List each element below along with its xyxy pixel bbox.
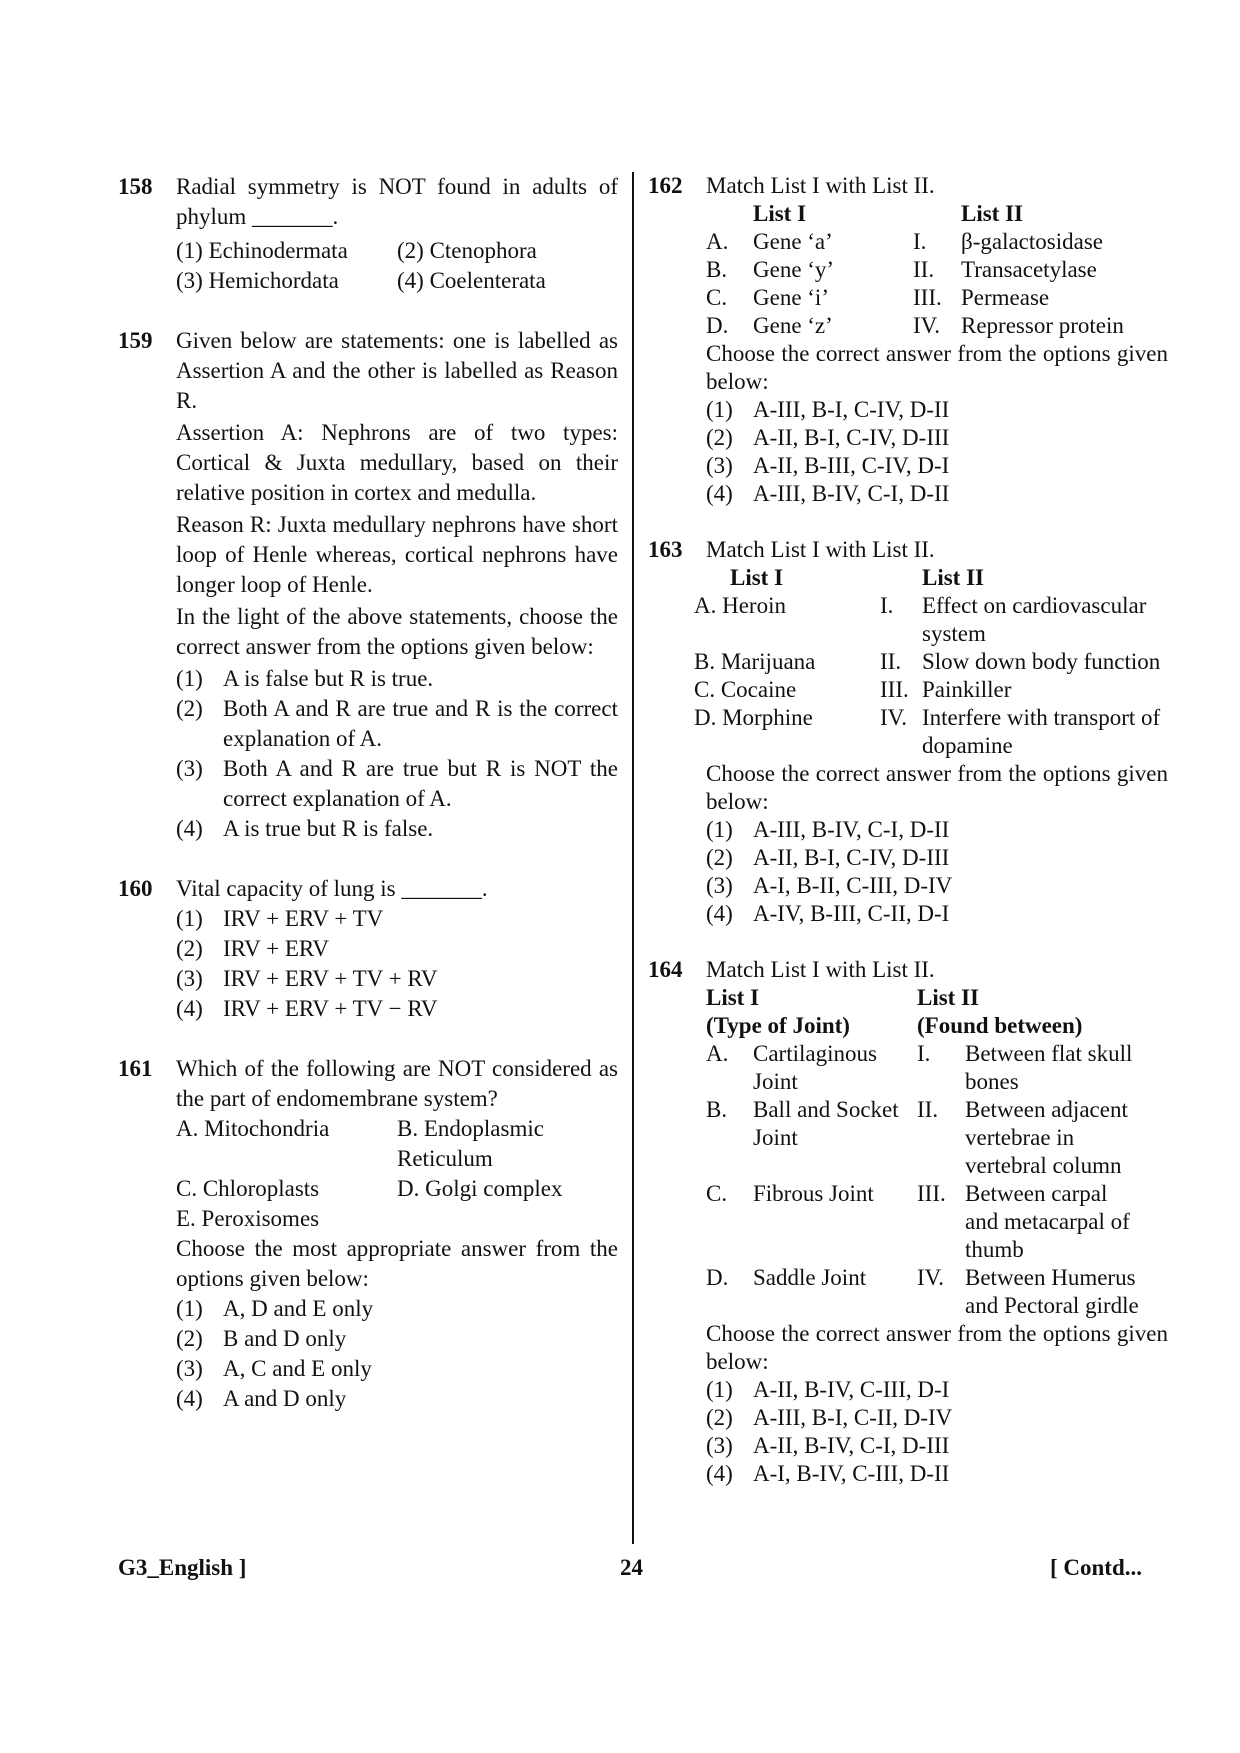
question-prompt: Choose the correct answer from the options given below: (706, 761, 1168, 814)
question-prompt: In the light of the above statements, choose the correct answer from the options given below: (176, 604, 618, 659)
option-number: (1) (706, 397, 733, 422)
question-text: Vital capacity of lung is _______. (176, 876, 488, 901)
option-text: A-I, B-IV, C-III, D-II (753, 1461, 950, 1486)
list1-item: Ball and Socket Joint (753, 1097, 899, 1150)
page-number: 24 (620, 1555, 643, 1580)
option-row (706, 396, 1168, 424)
row-label: B. (706, 1097, 728, 1122)
option-text: IRV + ERV + TV (223, 906, 384, 931)
option-text: A-III, B-I, C-IV, D-II (753, 397, 950, 422)
option-row (706, 424, 1168, 452)
list2-item: Painkiller (922, 677, 1012, 702)
option-row (176, 1384, 618, 1414)
list-heading: List I (730, 565, 784, 590)
option-row (176, 964, 618, 994)
right-column (648, 172, 1168, 1488)
option-text: A is false but R is true. (223, 666, 434, 691)
table-row (706, 1096, 1145, 1180)
assertion-text: Assertion A: Nephrons are of two types: Cortical & Juxta medullary, based on their relative position in cortex and medulla. (176, 420, 618, 505)
row-numeral: II. (880, 649, 902, 674)
row-numeral: I. (917, 1041, 931, 1066)
row-numeral: I. (880, 593, 894, 618)
list2-item: Effect on cardiovascular system (922, 593, 1147, 646)
list-heading: List II (961, 201, 1023, 226)
table-row (694, 676, 1168, 704)
row-numeral: III. (880, 677, 909, 702)
list2-item: Permease (961, 285, 1050, 310)
option-number: (2) (706, 1405, 733, 1430)
row-label: C. (706, 285, 728, 310)
option-number: (4) (176, 816, 203, 841)
option-number: (2) (706, 425, 733, 450)
list1-item: Gene ‘i’ (753, 285, 829, 310)
option-number: (3) (706, 453, 733, 478)
option-row (706, 816, 1168, 844)
option-number: (4) (176, 996, 203, 1021)
list-subheading: (Type of Joint) (706, 1013, 850, 1038)
option-number: (1) (706, 1377, 733, 1402)
table-row (706, 1040, 1145, 1096)
row-label: D. (706, 1265, 729, 1290)
question-161 (118, 1054, 618, 1414)
option-row (176, 664, 618, 694)
option-row (706, 1460, 1168, 1488)
row-numeral: IV. (917, 1265, 945, 1290)
option-text: A, C and E only (223, 1356, 372, 1381)
list1-item: Saddle Joint (753, 1265, 867, 1290)
option-text: IRV + ERV (223, 936, 329, 961)
option-row (706, 480, 1168, 508)
option-number: (3) (706, 1433, 733, 1458)
question-164 (648, 956, 1168, 1488)
option-text: A-III, B-IV, C-I, D-II (753, 481, 950, 506)
question-number: 162 (648, 173, 683, 198)
question-prompt: Choose the correct answer from the options given below: (706, 1321, 1168, 1374)
row-numeral: III. (913, 285, 942, 310)
option-text: Both A and R are true but R is NOT the correct explanation of A. (223, 756, 618, 811)
option: (2) Ctenophora (397, 238, 537, 263)
list1-item: Gene ‘z’ (753, 313, 833, 338)
table-row (706, 256, 1124, 284)
option-number: (1) (176, 1296, 203, 1321)
list-heading: List II (922, 565, 984, 590)
option-number: (1) (706, 817, 733, 842)
option-text: A and D only (223, 1386, 347, 1411)
question-number: 159 (118, 328, 153, 353)
row-label: C. (706, 1181, 728, 1206)
option-row (706, 1376, 1168, 1404)
option-row (706, 452, 1168, 480)
option-number: (3) (176, 966, 203, 991)
list-heading: List II (917, 985, 979, 1010)
question-prompt: Choose the correct answer from the options given below: (706, 341, 1168, 394)
footer-contd: [ Contd... (1049, 1555, 1142, 1580)
list1-item: Gene ‘a’ (753, 229, 833, 254)
question-162 (648, 172, 1168, 508)
question-prompt: Choose the most appropriate answer from the options given below: (176, 1236, 618, 1291)
question-number: 163 (648, 537, 683, 562)
option-row (176, 1324, 618, 1354)
question-number: 164 (648, 957, 683, 982)
option: (3) Hemichordata (176, 268, 339, 293)
option-text: A-III, B-IV, C-I, D-II (753, 817, 950, 842)
question-text: Which of the following are NOT considered as the part of endomembrane system? (176, 1056, 618, 1111)
option: (4) Coelenterata (397, 268, 546, 293)
table-row (706, 228, 1124, 256)
question-text: Radial symmetry is NOT found in adults of phylum _______. (176, 174, 618, 229)
option-row (706, 844, 1168, 872)
footer-code: G3_English ] (118, 1555, 247, 1580)
row-label: A. (706, 1041, 729, 1066)
table-row (694, 704, 1168, 760)
list1-item: Cartilaginous Joint (753, 1041, 877, 1094)
row-label: B. (706, 257, 728, 282)
question-number: 160 (118, 876, 153, 901)
list1-item: Fibrous Joint (753, 1181, 874, 1206)
reason-text: Reason R: Juxta medullary nephrons have short loop of Henle whereas, cortical nephrons have longer loop of Henle. (176, 512, 618, 597)
row-numeral: III. (917, 1181, 946, 1206)
list-heading: List I (753, 201, 807, 226)
list1-item: Gene ‘y’ (753, 257, 835, 282)
list-item: B. Endoplasmic Reticulum (397, 1116, 544, 1171)
column-divider (632, 172, 634, 1544)
option-number: (1) (176, 906, 203, 931)
option-row (176, 994, 618, 1024)
option-row (176, 694, 618, 754)
row-numeral: I. (913, 229, 927, 254)
list2-item: Transacetylase (961, 257, 1097, 282)
table-row (706, 284, 1124, 312)
list2-item: β-galactosidase (961, 229, 1103, 254)
option-number: (3) (706, 873, 733, 898)
option-number: (4) (706, 481, 733, 506)
question-text: Match List I with List II. (706, 957, 935, 982)
option-text: A-IV, B-III, C-II, D-I (753, 901, 950, 926)
option-text: Both A and R are true and R is the correct explanation of A. (223, 696, 618, 751)
match-table (706, 200, 1124, 340)
question-159 (118, 326, 618, 844)
option-number: (1) (176, 666, 203, 691)
list2-item: Slow down body function (922, 649, 1161, 674)
option-number: (4) (706, 901, 733, 926)
option-text: A is true but R is false. (223, 816, 434, 841)
list-item: C. Chloroplasts (176, 1176, 320, 1201)
option-number: (2) (176, 696, 203, 721)
list2-item: Interfere with transport of dopamine (922, 705, 1161, 758)
option-text: A, D and E only (223, 1296, 374, 1321)
option-number: (3) (176, 1356, 203, 1381)
option-text: A-II, B-I, C-IV, D-III (753, 845, 950, 870)
row-numeral: IV. (880, 705, 908, 730)
option-text: IRV + ERV + TV + RV (223, 966, 438, 991)
table-row (706, 1180, 1145, 1264)
list-item: D. Golgi complex (397, 1176, 563, 1201)
list-item: A. Mitochondria (176, 1116, 330, 1141)
list1-item: C. Cocaine (694, 677, 797, 702)
question-number: 158 (118, 174, 153, 199)
option-text: A-II, B-IV, C-I, D-III (753, 1433, 950, 1458)
list2-item: Between adjacent vertebrae in vertebral column (965, 1097, 1128, 1178)
match-table (706, 984, 1145, 1320)
option-row (706, 1432, 1168, 1460)
option-text: A-I, B-II, C-III, D-IV (753, 873, 953, 898)
question-text: Match List I with List II. (706, 173, 935, 198)
list1-item: A. Heroin (694, 593, 786, 618)
option-row (176, 1294, 618, 1324)
question-160 (118, 874, 618, 1024)
option-text: A-II, B-I, C-IV, D-III (753, 425, 950, 450)
list-subheading: (Found between) (917, 1013, 1083, 1038)
option-row (706, 872, 1168, 900)
option-text: IRV + ERV + TV − RV (223, 996, 438, 1021)
table-row (694, 648, 1168, 676)
question-163 (648, 536, 1168, 928)
list2-item: Repressor protein (961, 313, 1124, 338)
question-number: 161 (118, 1056, 153, 1081)
option-text: A-III, B-I, C-II, D-IV (753, 1405, 953, 1430)
list1-item: B. Marijuana (694, 649, 816, 674)
option-row (706, 1404, 1168, 1432)
option: (1) Echinodermata (176, 238, 348, 263)
list2-item: Between carpal and metacarpal of thumb (965, 1181, 1130, 1262)
row-label: D. (706, 313, 729, 338)
row-numeral: IV. (913, 313, 941, 338)
option-number: (2) (706, 845, 733, 870)
option-text: A-II, B-IV, C-III, D-I (753, 1377, 950, 1402)
option-text: A-II, B-III, C-IV, D-I (753, 453, 950, 478)
row-label: A. (706, 229, 729, 254)
option-row (176, 814, 618, 844)
question-intro: Given below are statements: one is labelled as Assertion A and the other is labelled as Reason R. (176, 328, 618, 413)
option-number: (2) (176, 936, 203, 961)
list1-item: D. Morphine (694, 705, 813, 730)
table-row (706, 312, 1124, 340)
table-row (706, 1264, 1145, 1320)
option-row (176, 1354, 618, 1384)
question-text: Match List I with List II. (706, 537, 935, 562)
question-158 (118, 172, 618, 296)
option-number: (2) (176, 1326, 203, 1351)
option-row (176, 934, 618, 964)
option-number: (4) (176, 1386, 203, 1411)
option-number: (3) (176, 756, 203, 781)
option-row (176, 754, 618, 814)
list-heading: List I (706, 985, 760, 1010)
list-item: E. Peroxisomes (176, 1206, 320, 1231)
option-text: B and D only (223, 1326, 347, 1351)
option-row (176, 904, 618, 934)
row-numeral: II. (917, 1097, 939, 1122)
table-row (694, 592, 1168, 648)
left-column (118, 172, 618, 1414)
option-number: (4) (706, 1461, 733, 1486)
list2-item: Between flat skull bones (965, 1041, 1133, 1094)
option-row (706, 900, 1168, 928)
row-numeral: II. (913, 257, 935, 282)
list2-item: Between Humerus and Pectoral girdle (965, 1265, 1139, 1318)
match-table (694, 564, 1168, 760)
